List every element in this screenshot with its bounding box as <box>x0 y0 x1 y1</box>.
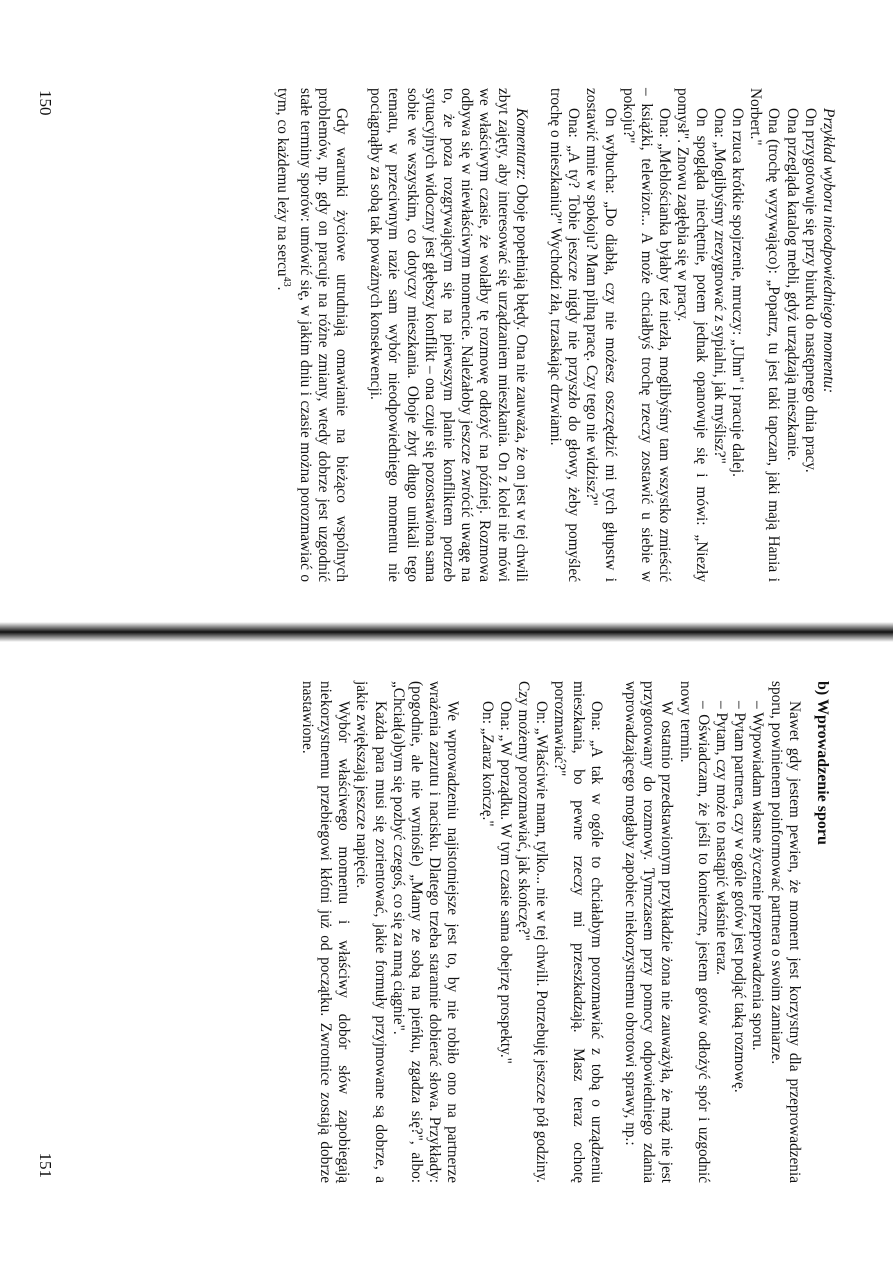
dialogue-line: On: „Właściwie mam, tylko... nie w tej chwili. Potrzebuję jeszcze pół godziny. Czy możemy porozmawiać, jak skończę?" <box>514 681 551 1183</box>
paragraph: Ona: „Moglibyśmy zrezygnować z sypialni, jak myślisz?" <box>710 108 728 464</box>
comment-label: Komentarz: <box>512 108 530 181</box>
paragraph: On spogląda niechętnie, potem jednak opanowuje się i mówi: „Niezły pomysł". Znowu zagłębia się w pracy. <box>674 88 710 582</box>
right-page <box>0 643 893 1263</box>
list-item: – Pytam partnera, czy w ogóle gotów jest podjąć taką rozmowę. <box>731 701 749 1093</box>
paragraph: On wybucha: „Do diabła, czy nie możesz oszczędzić mi tych głupstw i zostawić mnie w spokoju? Mam pilną pracę. Czy tego nie widzisz?" <box>583 88 619 582</box>
paragraph: On rzuca krótkie spojrzenie, mruczy: „Uhm" i pracuje dalej. <box>728 108 746 477</box>
paragraph: W ostatnio przedstawionym przykładzie żona nie zauważyła, że mąż nie jest przygotowany do rozmowy. Tymczasem przy pomocy odpowiedniego zdania wprowadzającego mogłaby zapobiec niekorzystnemu obrotowi sprawy, np.: <box>621 681 676 1183</box>
example-title: Przykład wyboru nieodpowiedniego momentu: <box>820 108 837 394</box>
footnote-ref: 43 <box>281 276 293 287</box>
list-item: – Pytam, czy może to nastąpić właśnie teraz. <box>712 701 730 975</box>
paragraph: Ona: „A ty? Tobie jeszcze nigdy nie przyszło do głowy, żeby pomyśleć trochę o mieszkaniu?" Wychodzi zła, trzaskając drzwiami. <box>546 88 583 582</box>
book-gutter <box>0 622 893 642</box>
paragraph: Gdy warunki życiowe utrudniają omawianie na bieżąco wspólnych problemów, np. gdy on pracuje na różne zmiany, wtedy dobrze jest uzgodnić stałe terminy sporów: umówić się, w jakim dniu i czasie można porozmawiać o tym, co każdemu leży na sercu$^{43}$. <box>274 88 350 582</box>
page-number: 150 <box>36 90 55 116</box>
paragraph: Ona: „Meblościanka byłaby też niezła, moglibyśmy tam wszystko zmieścić – książki, telewizor... A może chciałbyś trochę rzeczy zostawić u siebie w pokoju?" <box>619 88 674 582</box>
list-item: – Oświadczam, że jeśli to konieczne, jestem gotów odłożyć spór i uzgodnić nowy termin. <box>676 681 712 1183</box>
paragraph: On przygotowuje się przy biurku do następnego dnia pracy. <box>801 108 819 473</box>
paragraph: Nawet gdy jestem pewien, że moment jest korzystny dla przeprowadzenia sporu, powinienem poinformować partnera o swoim zamiarze. <box>767 681 803 1183</box>
list-item: – Wypowiadam własne życzenie przeprowadzenia sporu. <box>749 701 767 1051</box>
paragraph: Ona przegląda katalog mebli, gdyż urządzają mieszkanie. <box>783 108 801 461</box>
page-number: 151 <box>36 1152 55 1178</box>
paragraph: Wybór właściwego momentu i właściwy dobór słów zapobiegają niekorzystnemu przebiegowi kłótni już od początku. Zwrotnice zostają dobrze nastawione. <box>298 681 353 1183</box>
dialogue-line: On: „Zaraz kończę." <box>478 701 496 827</box>
paragraph: Ona (trochę wyzywająco): „Popatrz, tu jest taki tapczan, jaki mają Hania i Norbert." <box>747 88 783 582</box>
comment-paragraph <box>366 88 530 582</box>
left-page <box>0 0 893 620</box>
section-heading: b) Wprowadzenie sporu <box>814 681 831 845</box>
comment-text: Oboje popełniają błędy. Ona nie zauważa, że on jest w tej chwili zbyt zajęty, aby interesować się urządzaniem mieszkania. On z kolei nie mówi we właściwym czasie, że wolałby tę rozmowę odłożyć na później. Rozmowa odbywa się w niewłaściwym momencie. Należałoby jeszcze zwrócić uwagę na to, że poza rozgrywającym się na pierwszym planie konfliktem potrzeb sytuacyjnych widoczny jest głębszy konflikt – ona czuje się pozostawiona sama sobie we wszystkim, co dotyczy mieszkania. Oboje zbyt długo unikali tego tematu, w przeciwnym razie sam wybór nieodpowiedniego momentu nie pociągnąłby za sobą tak poważnych konsekwencji. <box>367 88 530 582</box>
paragraph: We wprowadzeniu najistotniejsze jest to, by nie robiło ono na partnerze wrażenia zarzutu i nacisku. Dlatego trzeba starannie dobierać słowa. Przykłady: (pogodnie, ale nie wyniośle) „Mamy ze sobą na pieńku, zgadza się?", albo: „Chciał(a)bym się pozbyć czegoś, co się za mną ciągnie". <box>389 681 462 1183</box>
dialogue-line: Ona: „A tak w ogóle to chciałabym porozmawiać z tobą o urządzeniu mieszkania, bo pewne rzeczy mi przeszkadzają. Masz teraz ochotę porozmawiać?" <box>551 681 605 1183</box>
paragraph: Każda para musi się zorientować, jakie formuły przyjmowane są dobrze, a jakie zwiększają jeszcze napięcie. <box>353 681 389 1183</box>
dialogue-line: Ona: „W porządku. W tym czasie sama obejrzę prospekty." <box>496 701 514 1064</box>
